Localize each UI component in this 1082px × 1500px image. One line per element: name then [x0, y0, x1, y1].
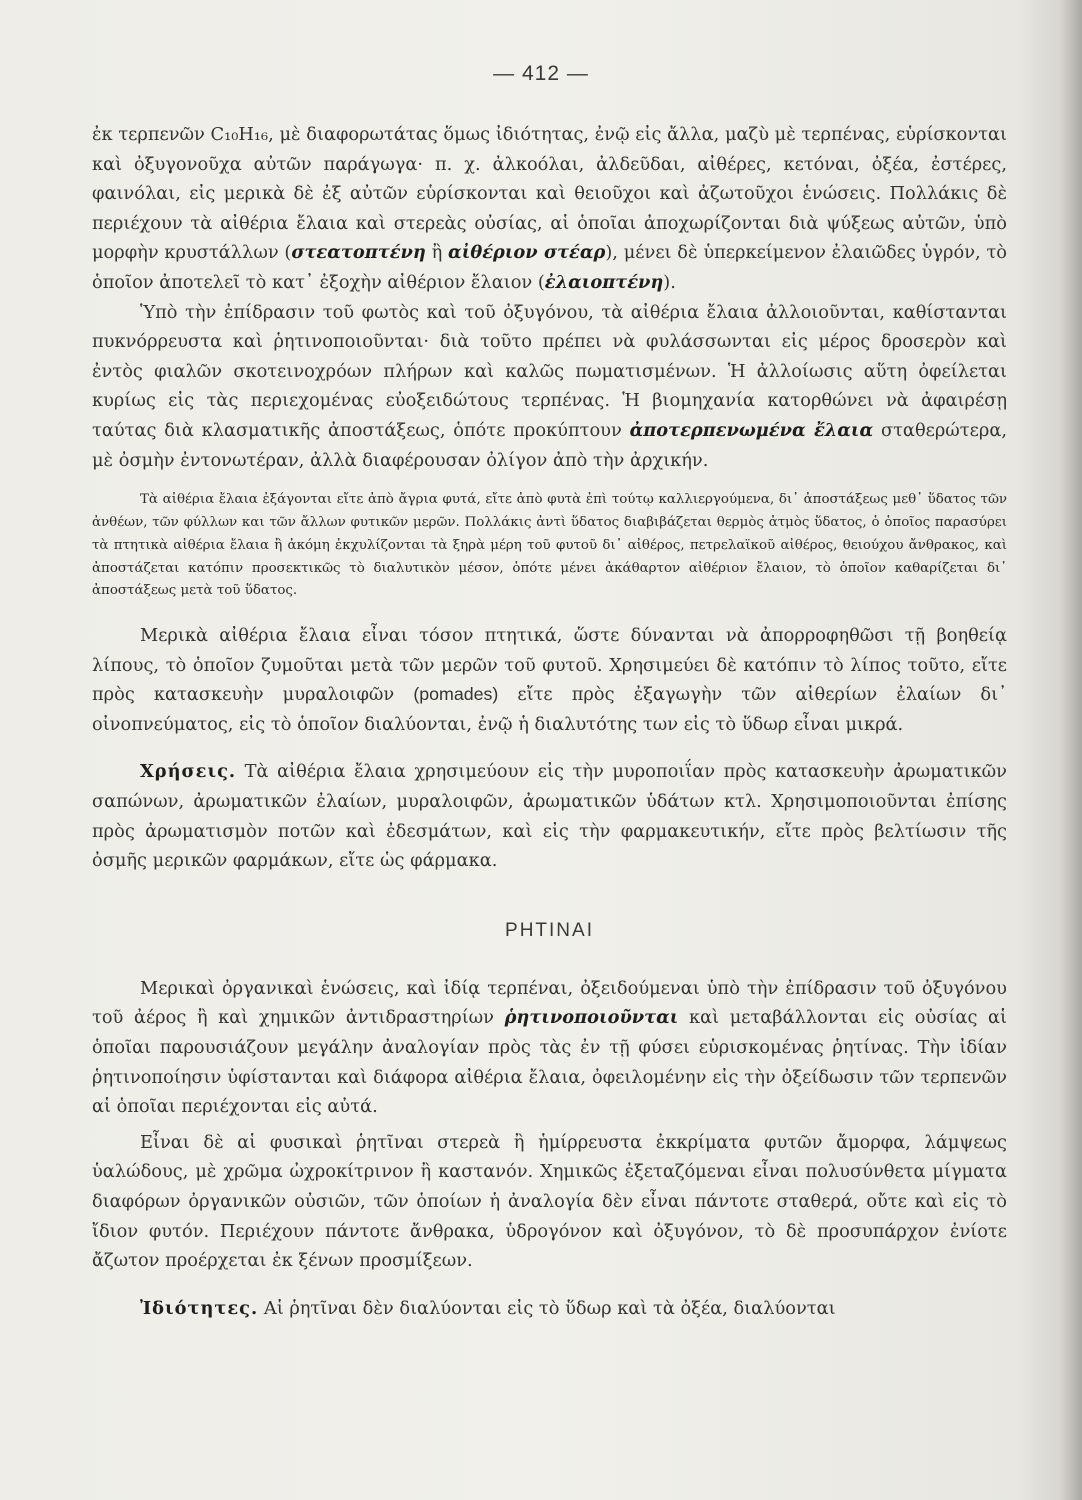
page-number: — 412 —: [493, 62, 589, 85]
paragraph-alteration: [92, 298, 1007, 476]
text-run: Αἱ ῥητῖναι δὲν διαλύονται εἰς τὸ ὕδωρ καὶ τὰ ὀξέα, διαλύονται: [258, 1297, 836, 1319]
paragraph-enfleurage: [92, 621, 1007, 739]
paragraph-extraction-note: Τὰ αἰθέρια ἔλαια ἐξάγονται εἴτε ἀπὸ ἄγρια φυτά, εἴτε ἀπὸ φυτὰ ἐπὶ τούτῳ καλλιεργούμενα, δι᾽ ἀποστάξεως μεθ᾽ ὕδατος τῶν ἀνθέων, τῶν φύλλων και τῶν ἄλλων φυτικῶν μερῶν. Πολλάκις ἀντὶ ὕδατος διαβιβάζεται θερμὸς ἀτμὸς ὕδατος, ὁ ὁποῖος παρασύρει τὰ πτητικὰ αἰθέρια ἔλαια ἢ ἀκόμη ἐκχυλίζονται τὰ ξηρὰ μέρη τοῦ φυτοῦ δι᾽ αἰθέρος, πετρελαϊκοῦ αἰθέρος, θειούχου ἄνθρακος, καὶ ἀποστάζεται κατόπιν προσεκτικῶς τὸ διαλυτικὸν μέσον, ὁπότε μένει ἀκάθαρτον αἰθέριον ἔλαιον, τὸ ὁποῖον καθαρίζεται δι᾽ ἀποστάξεως μετὰ τοῦ ὕδατος.: [92, 492, 1007, 599]
term-resinified: ῥητινοποιοῦνται: [504, 1007, 679, 1029]
latin-term-pomades: (pomades): [413, 684, 499, 705]
text-run: Μερικαὶ ὀργανικαὶ ἑνώσεις, καὶ ἰδίᾳ τερπέναι, ὀξειδούμεναι ὑπὸ τὴν ἐπίδρασιν τοῦ ὀξυγόνου τοῦ ἀέρος ἢ καὶ χημικῶν ἀντιδραστηρίων: [92, 977, 1007, 1029]
paragraph-properties: [92, 1294, 1007, 1324]
text-run: Μερικὰ αἰθέρια ἔλαια εἶναι τόσον πτητικά, ὥστε δύνανται νὰ ἀπορροφηθῶσι τῇ βοηθείᾳ λίπους, τὸ ὁποῖον ζυμοῦται μετὰ τῶν μερῶν τοῦ φυτοῦ. Χρησιμεύει δὲ κατόπιν τὸ λίπος τοῦτο, εἴτε πρὸς κατασκευὴν μυραλοιφῶν: [92, 625, 1007, 706]
page-edge-shadow: [1060, 0, 1082, 1500]
text-run: ), μένει δὲ ὑπερκείμενον ἐλαιῶδες ὑγρόν, τὸ ὁποῖον ἀποτελεῖ τὸ κατ᾽ ἐξοχὴν αἰθέριον ἔλαιον (: [92, 242, 1008, 293]
run-in-heading-properties: Ἰδιότητες.: [140, 1297, 259, 1319]
run-in-heading-uses: Χρήσεις.: [140, 761, 237, 783]
text-run: ).: [663, 271, 676, 293]
paragraph-uses: [92, 757, 1007, 875]
text-run: Ὑπὸ τὴν ἐπίδρασιν τοῦ φωτὸς καὶ τοῦ ὀξυγόνου, τὰ αἰθέρια ἔλαια ἀλλοιοῦνται, καθίστανται πυκνόρρευστα καὶ ῥητινοποιοῦνται· διὰ τοῦτο πρέπει νὰ φυλάσσωνται εἰς μέρος δροσερὸν καὶ ἐντὸς φιαλῶν σκοτεινοχρόων πλήρων καὶ καλῶς πωματισμένων. Ἡ ἀλλοίωσις αὕτη ὀφείλεται κυρίως εἰς τὰς περιεχομένας εὐοξειδώτους τερπένας. Ἡ βιομηχανία κατορθώνει νὰ ἀφαιρέσῃ ταύτας διὰ κλασματικῆς ἀποστάξεως, ὁπότε προκύπτουν: [92, 301, 1007, 441]
paragraph-composition: [92, 120, 1007, 298]
term-stearoptene: στεατοπτένη: [291, 242, 426, 264]
term-eleoptene: ἐλαιοπτένη: [544, 271, 664, 293]
term-deterpenated-oils: ἀποτερπενωμένα ἔλαια: [629, 419, 874, 441]
text-run: εἴτε πρὸς ἐξαγωγὴν τῶν αἰθερίων ἐλαίων δι᾽ οἰνοπνεύματος, εἰς τὸ ὁποῖον διαλύονται, ἐνῷ ἡ διαλυτότης των εἰς τὸ ὕδωρ εἶναι μικρά.: [92, 684, 1007, 735]
text-run: Τὰ αἰθέρια ἔλαια χρησιμεύουν εἰς τὴν μυροποιΐαν πρὸς κατασκευὴν ἀρωματικῶν σαπώνων, ἀρωματικῶν ἐλαίων, μυραλοιφῶν, ἀρωματικῶν ὑδάτων κτλ. Χρησιμοποιοῦνται ἐπίσης πρὸς ἀρωματισμὸν ποτῶν καὶ ἐδεσμάτων, καὶ εἰς τὴν φαρμακευτικήν, εἴτε πρὸς βελτίωσιν τῆς ὀσμῆς μερικῶν φαρμάκων, εἴτε ὡς φάρμακα.: [92, 761, 1007, 872]
text-run: ἢ: [425, 242, 449, 264]
term-ethereal-tallow: αἰθέριον στέαρ: [448, 242, 606, 264]
section-title-resins: ΡΗΤΙΝΑΙ: [505, 919, 594, 941]
text-run: σταθερώτερα, μὲ ὀσμὴν ἐντονωτέραν, ἀλλὰ διαφέρουσαν ὀλίγον ἀπὸ τὴν ἀρχικήν.: [92, 419, 1007, 471]
text-run: ἐκ τερπενῶν C₁₀H₁₆, μὲ διαφορωτάτας ὅμως ἰδιότητας, ἐνῷ εἰς ἄλλα, μαζὺ μὲ τερπένας, εὑρίσκονται καὶ ὀξυγονοῦχα αὐτῶν παράγωγα· π. χ. ἀλκοόλαι, ἀλδεῦδαι, αἰθέρες, κετόναι, ὀξέα, ἐστέρες, φαινόλαι, εἰς μερικὰ δὲ ἐξ αὐτῶν εὑρίσκονται καὶ θειοῦχοι καὶ ἀζωτοῦχοι ἑνώσεις. Πολλάκις δὲ περιέχουν τὰ αἰθέρια ἔλαια καὶ στερεὰς οὐσίας, αἱ ὁποῖαι ἀποχωρίζονται διὰ ψύξεως αὐτῶν, ὑπὸ μορφὴν κρυστάλλων (: [92, 124, 1007, 264]
paragraph-resinification: [92, 974, 1007, 1122]
page-body: [92, 120, 1007, 1323]
paragraph-natural-resins: Εἶναι δὲ αἱ φυσικαὶ ῥητῖναι στερεὰ ἢ ἡμίρρευστα ἐκκρίματα φυτῶν ἄμορφα, λάμψεως ὑαλώδους, μὲ χρῶμα ὠχροκίτρινον ἢ καστανόν. Χημικῶς ἐξεταζόμεναι εἶναι πολυσύνθετα μίγματα διαφόρων ὀργανικῶν οὐσιῶν, τῶν ὁποίων ἡ ἀναλογία δὲν εἶναι πάντοτε σταθερά, οὔτε καὶ εἰς τὸ ἴδιον φυτόν. Περιέχουν πάντοτε ἄνθρακα, ὑδρογόνον καὶ ὀξυγόνον, τὸ δὲ προσυπάρχον ἐνίοτε ἄζωτον προέρχεται ἐκ ξένων προσμίξεων.: [92, 1131, 1007, 1272]
text-run: καὶ μεταβάλλονται εἰς οὐσίας αἱ ὁποῖαι παρουσιάζουν μεγάλην ἀναλογίαν πρὸς τὰς ἐν τῇ φύσει εὑρισκομένας ῥητίνας. Τὴν ἰδίαν ῥητινοποίησιν ὑφίστανται καὶ διάφορα αἰθέρια ἔλαια, ὀφειλομένην εἰς τὴν ὀξείδωσιν τῶν τερπενῶν αἱ ὁποῖαι περιέχονται εἰς αὐτά.: [92, 1007, 1007, 1118]
